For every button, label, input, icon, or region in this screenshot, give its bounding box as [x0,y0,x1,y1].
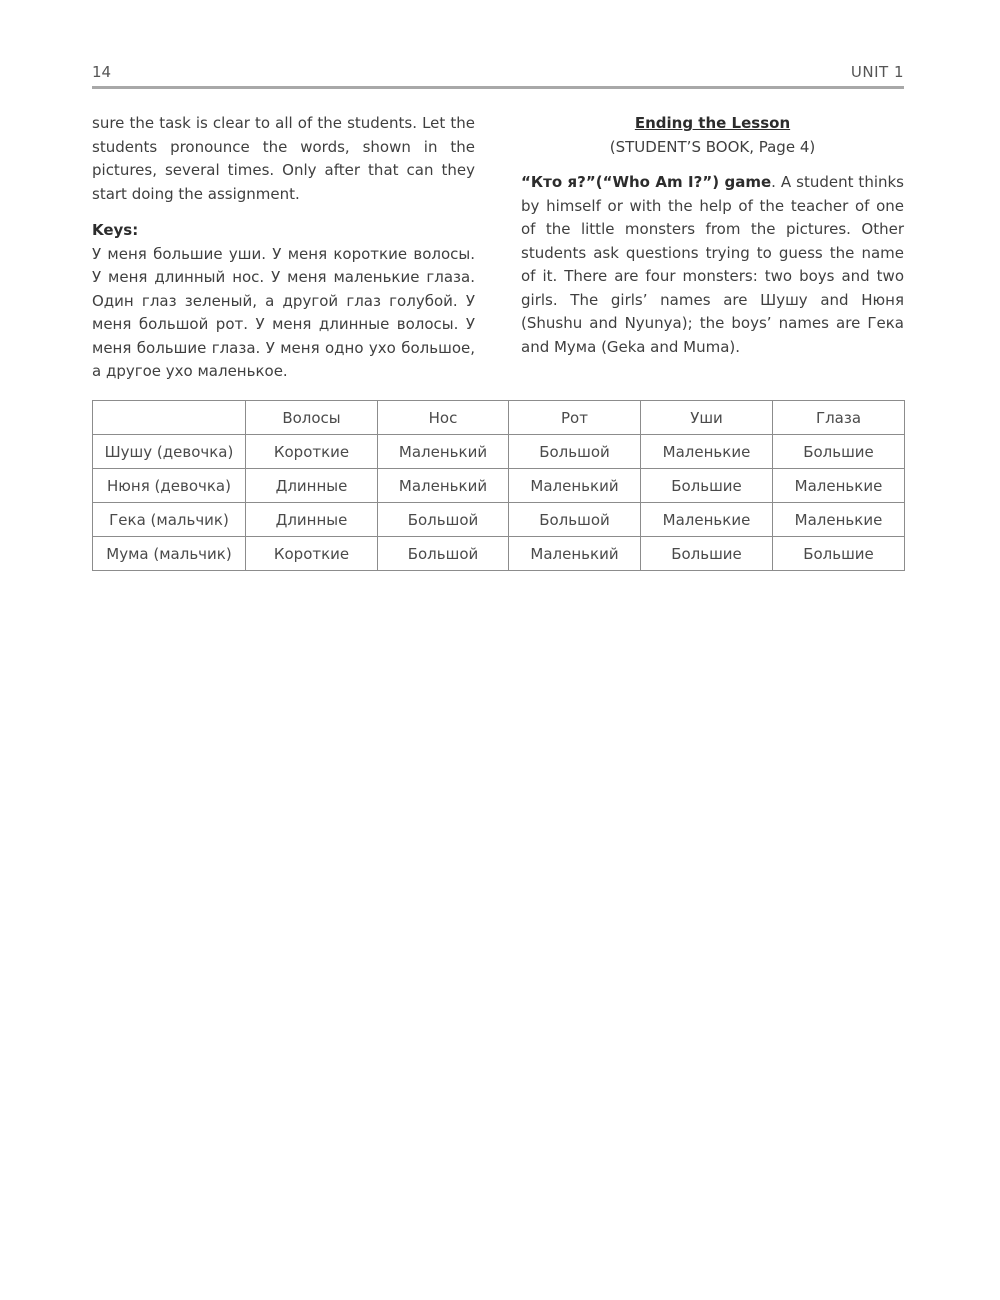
table-row [93,537,905,571]
table-cell: Большие [641,537,773,571]
table-cell: Большие [641,469,773,503]
table-header-cell: Глаза [773,401,905,435]
game-paragraph [521,171,904,359]
table-row [93,469,905,503]
table-cell: Маленький [509,469,641,503]
page-number: 14 [92,63,112,81]
table-cell: Мума (мальчик) [93,537,246,571]
game-name: “Кто я?”(“Who Am I?”) game [521,173,772,191]
table-cell: Длинные [246,503,378,537]
keys-title: Keys: [92,221,139,239]
table-cell: Длинные [246,469,378,503]
table-cell: Шушу (девочка) [93,435,246,469]
right-column [521,112,904,359]
intro-paragraph: sure the task is clear to all of the students. Let the students pronounce the words, shown in the pictures, several times. Only after that can they start doing the assignment. [92,114,475,203]
table-cell: Большой [378,537,509,571]
game-description: . A student thinks by himself or with the help of the teacher of one of the little monsters from the pictures. Other students ask questions trying to guess the name of it. There are four monsters: two boys and two girls. The girls’ names are Шушу and Нюня (Shushu and Nyunya); the boys’ names are Гека and Мума (Geka and Muma). [521,173,904,356]
table-cell: Большой [378,503,509,537]
table-row [93,503,905,537]
table-row [93,435,905,469]
table-cell: Короткие [246,537,378,571]
table-cell: Короткие [246,435,378,469]
section-title-text: Ending the Lesson [634,114,791,132]
table-header-cell [93,401,246,435]
table-cell: Нюня (девочка) [93,469,246,503]
page-header [92,60,904,89]
table-cell: Гека (мальчик) [93,503,246,537]
table-cell: Большой [509,435,641,469]
table-cell: Большие [773,435,905,469]
table-header-cell: Волосы [246,401,378,435]
table-cell: Маленькие [773,469,905,503]
table-cell: Маленькие [641,435,773,469]
table-header-row [93,401,905,435]
unit-label: UNIT 1 [850,63,904,81]
table-cell: Маленькие [641,503,773,537]
table-header-cell: Рот [509,401,641,435]
table-cell: Маленькие [773,503,905,537]
table-cell: Большой [509,503,641,537]
table-header-cell: Нос [378,401,509,435]
section-subtitle: (STUDENT’S BOOK, Page 4) [609,137,816,156]
table-cell: Большие [773,537,905,571]
table-cell: Маленький [378,469,509,503]
table-cell: Маленький [378,435,509,469]
table-header-cell: Уши [641,401,773,435]
left-column [92,112,475,384]
keys-paragraph: У меня большие уши. У меня короткие волосы. У меня длинный нос. У меня маленькие глаза. Один глаз зеленый, а другой глаз голубой. У меня большой рот. У меня длинные волосы. У меня большие глаза. У меня одно ухо большое, а другое ухо маленькое. [92,244,475,380]
table-cell: Маленький [509,537,641,571]
section-title [521,112,904,136]
monsters-table [92,400,905,571]
